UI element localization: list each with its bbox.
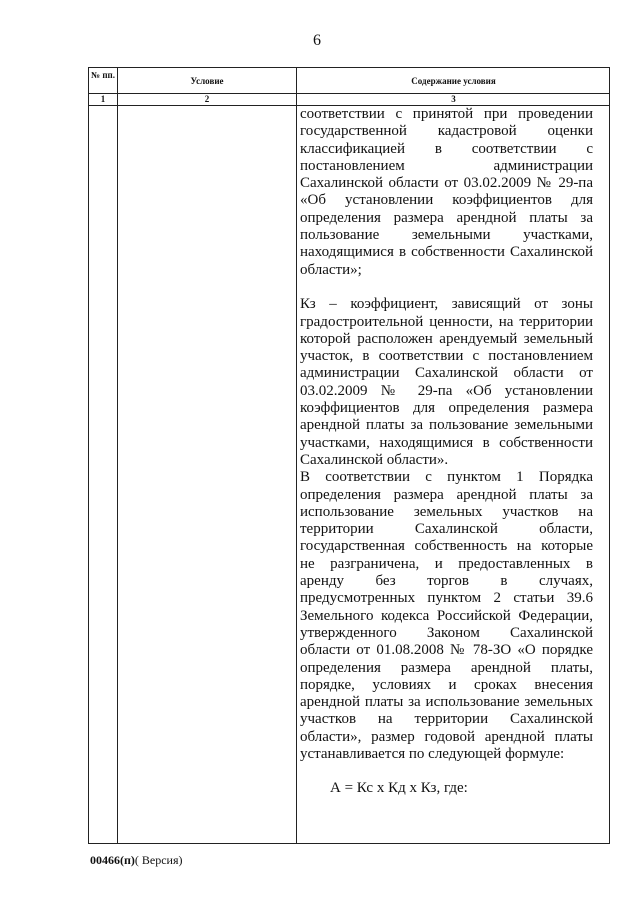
- column-index-2: 2: [204, 94, 210, 104]
- condition-content: [300, 106, 593, 798]
- column-divider: [117, 68, 118, 843]
- column-divider: [296, 68, 297, 843]
- content-paragraph: соответствии с принятой при проведении государственной кадастровой оценки классификацией в соответствии с постановлением администрации Сахалинской области от 03.02.2009 № 29-па «Об установлении коэффициентов для определения размера арендной платы за пользование земельными участками, находящимися в собственности Сахалинской области»;: [300, 106, 593, 278]
- content-paragraph: Кз – коэффициент, зависящий от зоны градостроительной ценности, на территории которой расположен арендуемый земельный участок, в соответствии с постановлением администрации Сахалинской области от 03.02.2009 № 29-па «Об установлении коэффициентов для определения размера арендной платы за пользование земельными участками, находящимися в собственности Сахалинской области».: [300, 296, 593, 468]
- header-condition: Условие: [190, 76, 224, 86]
- document-version: ( Версия): [134, 853, 183, 867]
- formula: А = Кс х Кд х Кз, где:: [330, 780, 468, 797]
- header-content: Содержание условия: [411, 76, 496, 86]
- column-index-1: 1: [100, 94, 106, 104]
- document-footer: [90, 853, 183, 868]
- header-number: № пп.: [91, 70, 115, 80]
- conditions-table: [88, 67, 610, 844]
- document-code: 00466(п): [90, 853, 135, 867]
- content-paragraph: В соответствии с пунктом 1 Порядка определения размера арендной платы за использование земельных участков на территории Сахалинской области, государственная собственность на которые не разграничена, и предоставленных в аренду без торгов в случаях, предусмотренных пунктом 2 статьи 39.6 Земельного кодекса Российской Федерации, утвержденного Законом Сахалинской области от 01.08.2008 № 78-ЗО «О порядке определения размера арендной платы, порядке, условиях и сроках внесения арендной платы за использование земельных участков на территории Сахалинской области», размер годовой арендной платы устанавливается по следующей формуле:: [300, 469, 593, 762]
- page-number: 6: [313, 32, 321, 49]
- column-index-3: 3: [451, 94, 456, 104]
